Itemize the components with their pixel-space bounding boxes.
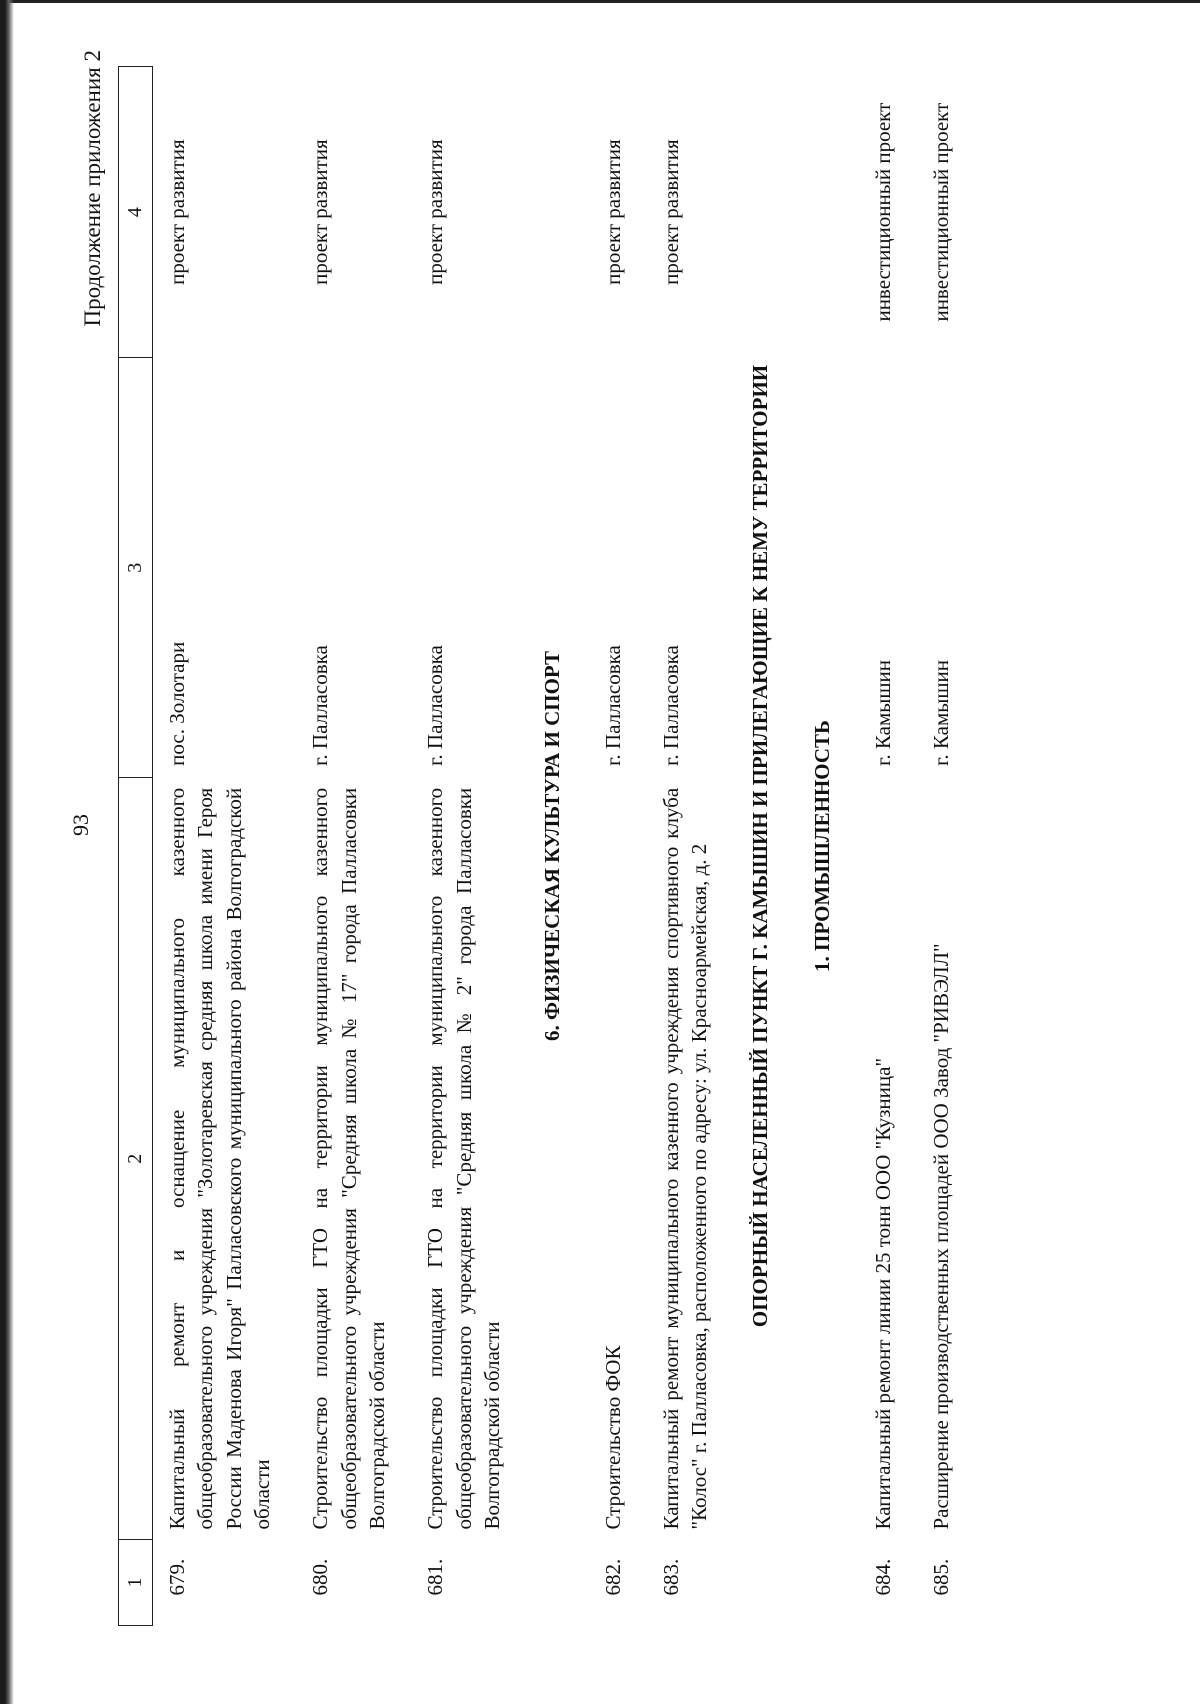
- table-row: [589, 67, 647, 1626]
- row-location: г. Камышин: [870, 659, 895, 766]
- section-heading-industry: 1. ПРОМЫШЛЕННОСТЬ: [810, 720, 835, 972]
- row-location: г. Палласовка: [423, 645, 448, 766]
- table-row: [647, 67, 734, 1626]
- table-row: [153, 67, 297, 1626]
- row-type: инвестиционный проект: [870, 102, 895, 322]
- row-description: Строительство ФОК: [600, 1345, 625, 1530]
- section-row: [796, 67, 858, 1626]
- section-row: [526, 67, 588, 1626]
- row-number: 683.: [659, 1558, 684, 1596]
- row-type: инвестиционный проект: [928, 102, 953, 322]
- row-type: проект развития: [659, 139, 684, 285]
- row-description: Строительство площадки ГТО на территории муниципального казенного общеобразовательного учреждения "Средняя школа № 2" города Палласовки Волгоградской области: [423, 787, 505, 1530]
- header-col-2: 2: [119, 778, 153, 1540]
- header-col-4: 4: [119, 67, 153, 358]
- row-description: Капитальный ремонт и оснащение муниципального казенного общеобразовательного учреждения "Золотаревская средняя школа имени Героя России Маденова Игоря" Палласовского муниципального района Волгоградской области: [165, 787, 275, 1530]
- row-description: Расширение производственных площадей ООО Завод "РИВЭЛЛ": [928, 943, 953, 1530]
- row-description: Капитальный ремонт муниципального казенного учреждения спортивного клуба "Колос" г. Палласовка, расположенного по адресу: ул. Красноармейская, д. 2: [659, 787, 712, 1530]
- row-type: проект развития: [165, 139, 189, 285]
- table-row: [917, 67, 975, 1626]
- row-location: г. Палласовка: [600, 645, 625, 766]
- row-number: 679.: [165, 1558, 189, 1596]
- table-row: [411, 67, 526, 1626]
- header-row: [119, 67, 153, 1626]
- row-location: г. Палласовка: [659, 645, 684, 766]
- header-col-3: 3: [119, 358, 153, 778]
- header-col-1: 1: [119, 1540, 153, 1626]
- table-row: [296, 67, 411, 1626]
- row-description: Капитальный ремонт линии 25 тонн ООО "Кузница": [870, 1057, 895, 1530]
- row-location: г. Палласовка: [308, 645, 333, 766]
- row-location: пос. Золотари: [165, 641, 189, 766]
- section-row: [734, 67, 796, 1626]
- continuation-label: Продолжение приложения 2: [80, 50, 105, 327]
- row-description: Строительство площадки ГТО на территории муниципального казенного общеобразовательного учреждения "Средняя школа № 17" города Палласовки Волгоградской области: [308, 787, 390, 1530]
- row-type: проект развития: [600, 139, 625, 285]
- row-number: 680.: [308, 1558, 333, 1596]
- section-heading-sport: 6. ФИЗИЧЕСКАЯ КУЛЬТУРА И СПОРТ: [540, 650, 565, 1042]
- page-number: 93: [68, 814, 93, 836]
- row-number: 684.: [870, 1558, 895, 1596]
- row-type: проект развития: [308, 139, 333, 285]
- projects-table: [118, 66, 975, 1626]
- section-heading-kamyshin: ОПОРНЫЙ НАСЕЛЕННЫЙ ПУНКТ Г. КАМЫШИН И ПРИЛЕГАЮЩИЕ К НЕМУ ТЕРРИТОРИИ: [747, 364, 772, 1328]
- row-number: 685.: [928, 1558, 953, 1596]
- table-row: [859, 67, 917, 1626]
- row-number: 682.: [600, 1558, 625, 1596]
- row-location: г. Камышин: [928, 659, 953, 766]
- row-number: 681.: [423, 1558, 448, 1596]
- row-type: проект развития: [423, 139, 448, 285]
